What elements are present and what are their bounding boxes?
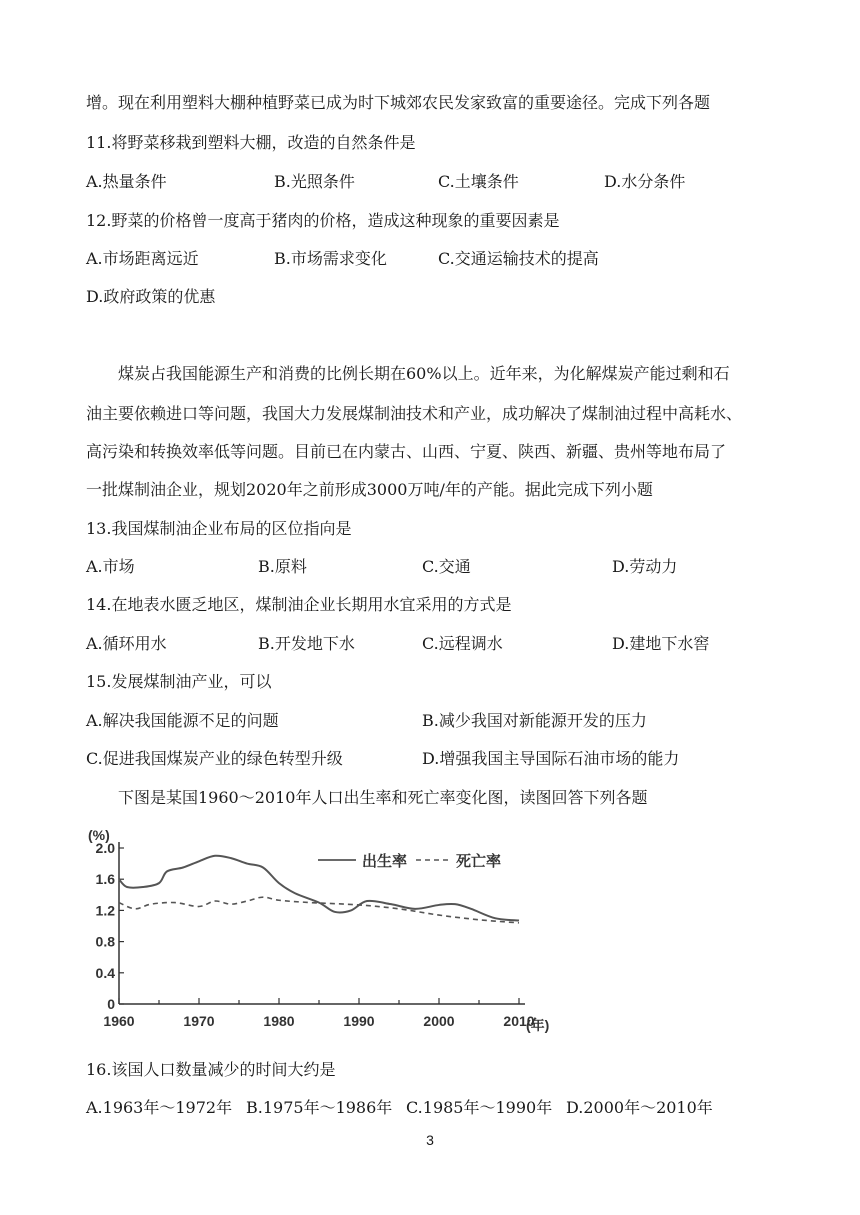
y-tick-label: 0.4 (95, 964, 115, 981)
legend (318, 852, 501, 870)
option-a: A.循环用水 (86, 634, 167, 653)
y-tick-label: 1.2 (95, 902, 115, 919)
y-tick-label: 0 (107, 996, 115, 1012)
passage-line: 油主要依赖进口等问题，我国大力发展煤制油技术和产业，成功解决了煤制油过程中高耗水、 (86, 404, 743, 423)
option-a: A.市场距离远近 (86, 249, 199, 268)
option-b: B.1975年～1986年 (246, 1098, 393, 1117)
question-stem: 11.将野菜移栽到塑料大棚，改造的自然条件是 (86, 133, 416, 152)
option-b: B.光照条件 (274, 172, 355, 191)
option-c: C.促进我国煤炭产业的绿色转型升级 (86, 749, 343, 768)
y-tick-label: 0.8 (95, 933, 115, 950)
question-stem: 13.我国煤制油企业布局的区位指向是 (86, 519, 352, 538)
y-axis-unit: (%) (88, 827, 110, 843)
option-c: C.1985年～1990年 (406, 1098, 553, 1117)
option-c: C.交通 (422, 557, 471, 576)
x-tick-label: 2000 (423, 1013, 455, 1029)
x-tick-label: 1970 (183, 1013, 215, 1029)
birth-death-rate-chart (86, 822, 556, 1040)
x-tick-label: 1980 (263, 1013, 295, 1029)
option-b: B.市场需求变化 (274, 249, 387, 268)
question-stem: 14.在地表水匮乏地区，煤制油企业长期用水宜采用的方式是 (86, 595, 512, 614)
legend-death-label: 死亡率 (456, 853, 502, 870)
question-stem: 12.野菜的价格曾一度高于猪肉的价格，造成这种现象的重要因素是 (86, 211, 560, 230)
option-c: C.交通运输技术的提高 (438, 249, 599, 268)
passage-line: 高污染和转换效率低等问题。目前已在内蒙古、山西、宁夏、陕西、新疆、贵州等地布局了 (86, 442, 727, 461)
option-c: C.远程调水 (422, 634, 503, 653)
x-axis-unit: (年) (526, 1017, 550, 1033)
option-d: D.增强我国主导国际石油市场的能力 (422, 749, 680, 768)
option-b: B.减少我国对新能源开发的压力 (422, 711, 647, 730)
question-stem: 16.该国人口数量减少的时间大约是 (86, 1060, 336, 1079)
option-a: A.市场 (86, 557, 135, 576)
x-tick-label: 1990 (343, 1013, 375, 1029)
option-a: A.解决我国能源不足的问题 (86, 711, 279, 730)
option-d: D.建地下水窖 (612, 634, 710, 653)
legend-birth-label: 出生率 (362, 853, 408, 870)
option-d: D.水分条件 (604, 172, 686, 191)
y-tick-label: 1.6 (95, 871, 115, 888)
chart-intro: 下图是某国1960～2010年人口出生率和死亡率变化图，读图回答下列各题 (118, 788, 648, 807)
page-number: 3 (426, 1132, 434, 1148)
option-a: A.热量条件 (86, 172, 167, 191)
y-tick-label: 2.0 (95, 840, 115, 856)
x-tick-label: 1960 (103, 1013, 135, 1029)
option-a: A.1963年～1972年 (86, 1098, 233, 1117)
passage-line: 一批煤制油企业，规划2020年之前形成3000万吨/年的产能。据此完成下列小题 (86, 480, 653, 499)
option-c: C.土壤条件 (438, 172, 519, 191)
option-b: B.原料 (258, 557, 307, 576)
option-d: D.政府政策的优惠 (86, 287, 216, 306)
option-d: D.2000年～2010年 (566, 1098, 713, 1117)
option-d: D.劳动力 (612, 557, 678, 576)
option-b: B.开发地下水 (258, 634, 355, 653)
passage-line: 煤炭占我国能源生产和消费的比例长期在60%以上。近年来，为化解煤炭产能过剩和石 (118, 364, 730, 383)
death-rate-line (119, 897, 519, 923)
x-tick-label: 2010 (503, 1013, 535, 1029)
question-stem: 15.发展煤制油产业，可以 (86, 672, 272, 691)
intro-tail: 增。现在利用塑料大棚种植野菜已成为时下城郊农民发家致富的重要途径。完成下列各题 (86, 93, 711, 112)
